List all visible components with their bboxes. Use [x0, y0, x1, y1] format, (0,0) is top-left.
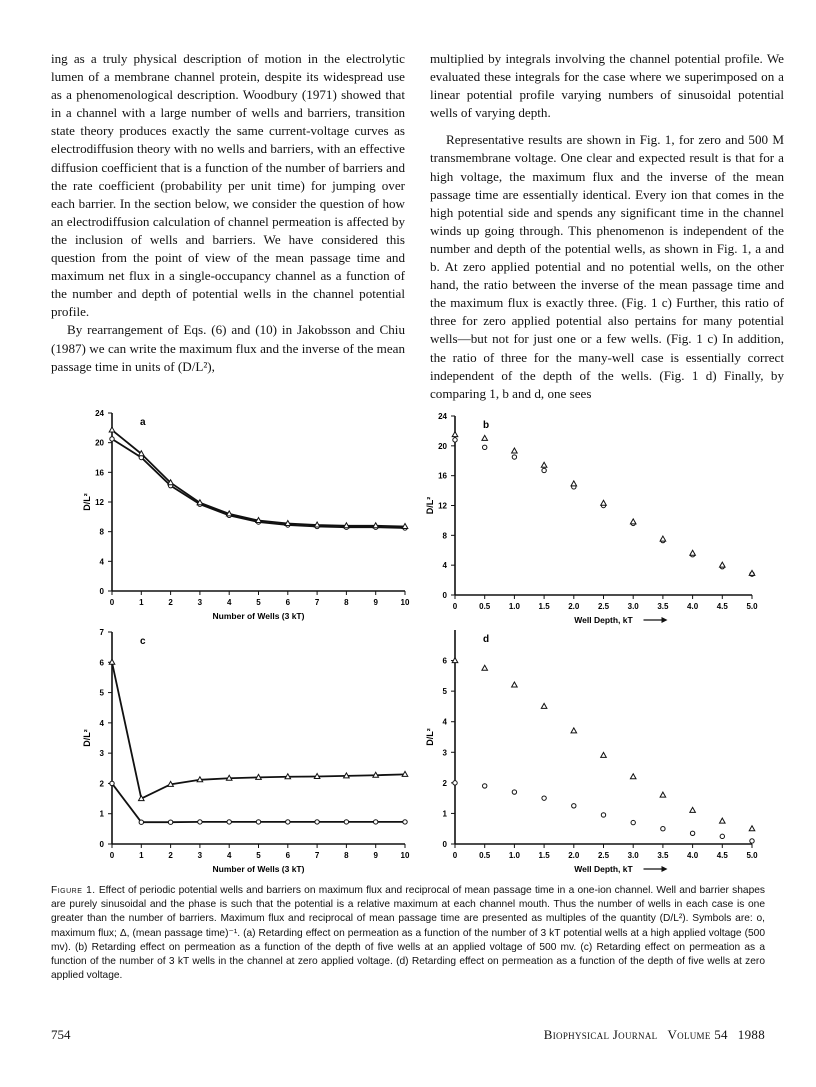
- x-tick-label: 6: [285, 851, 291, 860]
- x-tick-label: 5.0: [746, 602, 758, 611]
- data-point-triangle: [226, 775, 232, 780]
- data-point-circle: [512, 455, 516, 459]
- data-point-triangle: [630, 519, 636, 524]
- journal-name: Biophysical Journal: [543, 1027, 658, 1042]
- x-tick-label: 5.0: [746, 851, 758, 860]
- x-tick-label: 3.0: [627, 602, 639, 611]
- data-point-triangle: [256, 518, 262, 523]
- data-point-triangle: [512, 448, 518, 453]
- data-point-triangle: [720, 818, 726, 823]
- data-point-circle: [542, 796, 546, 800]
- data-point-triangle: [601, 752, 607, 757]
- y-tick-label: 4: [442, 717, 447, 727]
- data-point-triangle: [482, 435, 488, 440]
- y-axis-label: D/L²: [82, 729, 92, 747]
- data-point-triangle: [630, 774, 636, 779]
- data-point-triangle: [402, 771, 408, 776]
- y-tick-label: 20: [438, 441, 447, 451]
- y-tick-label: 8: [442, 531, 447, 541]
- x-tick-label: 4.0: [687, 602, 699, 611]
- x-tick-label: 6: [285, 598, 291, 607]
- y-tick-label: 0: [99, 840, 104, 849]
- y-tick-label: 16: [95, 468, 104, 478]
- y-tick-label: 20: [95, 438, 104, 448]
- data-point-circle: [256, 820, 260, 824]
- data-point-circle: [453, 438, 457, 442]
- right-paragraph-1: multiplied by integrals involving the channel potential profile. We evaluated these integrals for the case where we superimposed on a linear potential profile varying numbers of sinusoidal potential wells of varying depth.: [430, 51, 784, 121]
- x-tick-label: 2: [168, 851, 173, 860]
- x-tick-label: 3: [197, 598, 203, 607]
- data-point-triangle: [109, 659, 115, 664]
- y-tick-label: 6: [442, 656, 447, 666]
- data-point-triangle: [168, 781, 174, 786]
- y-tick-label: 12: [95, 498, 104, 507]
- x-axis-label: Number of Wells (3 kT): [212, 611, 305, 621]
- data-point-triangle: [285, 774, 291, 779]
- data-point-circle: [512, 790, 516, 794]
- data-point-triangle: [226, 511, 232, 516]
- x-tick-label: 7: [314, 598, 320, 607]
- data-point-triangle: [373, 772, 379, 777]
- right-column: [430, 50, 784, 403]
- y-tick-label: 2: [442, 778, 447, 788]
- x-tick-label: 1.5: [538, 602, 550, 611]
- data-point-triangle: [373, 523, 379, 528]
- y-tick-label: 3: [442, 748, 447, 758]
- x-tick-label: 1: [139, 851, 144, 860]
- right-paragraph-2: Representative results are shown in Fig. 1, for zero and 500 M transmembrane voltage. One clear and expected result is that for a high voltage, the maximum flux and the inverse of the mean passage time are essentially identical. Every ion that comes in the high potential side and spends any significant time in the channel winds up going through. This phenomenon is independent of the number and depth of the potential wells, as shown in Fig. 1, a and b. At zero applied potential and no potential wells, on the other hand, the ratio between the inverse of the mean passage time and the maximum flux is exactly three. (Fig. 1 c) Further, this ratio of three for zero applied potential also pertains for many potential wells—but not for just one or a few wells. (Fig. 1 c) In addition, the ratio of three for the many-well case is essentially correct independent of the depth of the wells. (Fig. 1 d) Finally, by comparing 1, b and d, one sees: [430, 132, 784, 401]
- x-tick-label: 3.0: [627, 851, 639, 860]
- x-tick-label: 1.0: [508, 602, 520, 611]
- data-point-triangle: [344, 773, 350, 778]
- x-axis-label: Number of Wells (3 kT): [212, 864, 305, 874]
- data-point-circle: [601, 813, 605, 817]
- caption-lead: Figure 1.: [51, 885, 96, 896]
- data-point-triangle: [749, 826, 755, 831]
- data-point-circle: [483, 784, 487, 788]
- x-axis-label: Well Depth, kT: [574, 864, 633, 874]
- x-axis-arrow-head: [662, 866, 668, 872]
- page-number: 754: [51, 1027, 71, 1042]
- x-tick-label: 0: [109, 598, 115, 607]
- x-tick-label: 3.5: [657, 602, 669, 611]
- data-point-triangle: [314, 522, 320, 527]
- x-tick-label: 8: [344, 598, 349, 607]
- x-axis-arrow-head: [662, 617, 668, 623]
- data-point-triangle: [660, 792, 666, 797]
- data-point-circle: [374, 820, 378, 824]
- panel-c: [82, 628, 410, 874]
- data-point-circle: [483, 445, 487, 449]
- x-tick-label: 9: [373, 598, 378, 607]
- x-tick-label: 1: [139, 598, 144, 607]
- x-tick-label: 2.5: [597, 851, 610, 860]
- data-point-circle: [572, 804, 576, 808]
- data-point-triangle: [541, 703, 547, 708]
- panel-b: [425, 412, 758, 625]
- y-tick-label: 3: [99, 749, 104, 759]
- y-axis-label: D/L²: [82, 493, 92, 511]
- data-point-triangle: [482, 665, 488, 670]
- panel-label: a: [140, 417, 146, 428]
- x-tick-label: 0: [452, 602, 458, 611]
- data-point-triangle: [314, 773, 320, 778]
- series-line: [112, 430, 405, 526]
- data-point-circle: [286, 820, 290, 824]
- journal-year: 1988: [737, 1027, 765, 1042]
- y-tick-label: 0: [442, 840, 447, 849]
- panel-label: d: [483, 634, 490, 645]
- data-point-triangle: [690, 807, 696, 812]
- data-point-triangle: [402, 523, 408, 528]
- data-point-circle: [542, 468, 546, 472]
- page-footer: [51, 1027, 765, 1045]
- x-tick-label: 0: [109, 851, 115, 860]
- x-tick-label: 9: [373, 851, 378, 860]
- data-point-triangle: [256, 774, 262, 779]
- y-tick-label: 16: [438, 471, 447, 481]
- journal-info: [534, 1027, 765, 1043]
- x-tick-label: 1.0: [508, 851, 520, 860]
- x-tick-label: 2.5: [597, 602, 610, 611]
- data-point-circle: [690, 831, 694, 835]
- y-tick-label: 24: [438, 412, 447, 421]
- x-tick-label: 4: [226, 851, 232, 860]
- y-tick-label: 1: [99, 809, 104, 819]
- x-tick-label: 10: [400, 851, 410, 860]
- left-paragraph-1: ing as a truly physical description of motion in the electrolytic lumen of a membrane channel protein, despite its widespread use as a phenomenological description. Woodbury (1971) showed that in a channel with a large number of wells and barriers, transition state theory produces exactly the same current-voltage curves as electrodiffusion theory with no wells and barriers, with an effective diffusion coefficient that is a function of the number of barriers and the rate coefficient (probability per unit time) for jumping over each barrier. In the section below, we consider the question of how an electrodiffusion calculation of channel permeation is affected by the inclusion of wells and barriers. We have considered this question from the point of view of the mean passage time and maximum net flux in a single-occupancy channel as a function of the number and depth of potential wells in the channel potential profile.: [51, 51, 405, 320]
- x-tick-label: 1.5: [538, 851, 550, 860]
- data-point-triangle: [452, 658, 458, 663]
- data-point-circle: [227, 820, 231, 824]
- data-point-triangle: [690, 550, 696, 555]
- x-tick-label: 4.0: [687, 851, 699, 860]
- y-tick-label: 4: [442, 561, 447, 571]
- data-point-triangle: [452, 432, 458, 437]
- y-tick-label: 24: [95, 409, 104, 418]
- y-tick-label: 8: [99, 527, 104, 537]
- y-tick-label: 4: [99, 718, 104, 728]
- x-axis-label: Well Depth, kT: [574, 615, 633, 625]
- y-axis-label: D/L²: [425, 496, 435, 515]
- data-point-triangle: [285, 521, 291, 526]
- x-tick-label: 7: [314, 851, 320, 860]
- x-tick-label: 0.5: [479, 851, 491, 860]
- data-point-triangle: [512, 682, 518, 687]
- caption-body: Effect of periodic potential wells and barriers on maximum flux and reciprocal of mean passage time in a one-ion channel. Well and barrier shapes are purely sinusoidal and the phase is such that the potential is a relative maximum at each channel mouth. Thus the number of wells in each case is one greater than the number of barriers. Maximum flux and reciprocal of mean passage time are presented as multiples of the quantity (D/L²). Symbols are: o, maximum flux; Δ, (mean passage time)⁻¹. (a) Retarding effect on permeation as a function of the number of 3 kT potential wells at a high applied voltage (500 mv). (b) Retarding effect on permeation as a function of the depth of five wells at an applied voltage of 500 mv. (c) Retarding effect on permeation as a function of the number of 3 kT wells in the channel at zero applied voltage. (d) Retarding effect on permeation as a function of the depth of five wells at zero applied voltage.: [51, 885, 765, 982]
- left-column: [51, 50, 405, 376]
- data-point-circle: [168, 820, 172, 824]
- x-tick-label: 4.5: [716, 851, 728, 860]
- x-tick-label: 0: [452, 851, 458, 860]
- data-point-triangle: [109, 427, 115, 432]
- data-point-circle: [720, 834, 724, 838]
- y-tick-label: 5: [442, 687, 447, 697]
- data-point-circle: [139, 820, 143, 824]
- data-point-triangle: [571, 728, 577, 733]
- data-point-triangle: [139, 796, 145, 801]
- data-point-triangle: [197, 777, 203, 782]
- x-tick-label: 5: [256, 851, 261, 860]
- figure-caption: [51, 884, 765, 983]
- data-point-triangle: [601, 500, 607, 505]
- x-tick-label: 0.5: [479, 602, 491, 611]
- panel-d: [425, 630, 758, 874]
- y-tick-label: 4: [99, 557, 104, 567]
- left-paragraph-2: By rearrangement of Eqs. (6) and (10) in Jakobsson and Chiu (1987) we can write the maximum flux and the inverse of the mean passage time in units of (D/L²),: [51, 322, 405, 374]
- data-point-circle: [110, 437, 114, 441]
- data-point-triangle: [749, 570, 755, 575]
- data-point-circle: [315, 820, 319, 824]
- data-point-triangle: [720, 562, 726, 567]
- y-tick-label: 0: [99, 587, 104, 596]
- y-tick-label: 12: [438, 501, 447, 511]
- figure-1: [0, 380, 816, 880]
- y-axis-label: D/L²: [425, 728, 435, 746]
- x-tick-label: 4: [226, 598, 232, 607]
- x-tick-label: 3: [197, 851, 203, 860]
- y-tick-label: 5: [99, 688, 104, 698]
- x-tick-label: 2: [168, 598, 173, 607]
- series-line: [112, 439, 405, 528]
- x-tick-label: 3.5: [657, 851, 669, 860]
- panel-a: [82, 409, 410, 621]
- y-tick-label: 0: [442, 591, 447, 600]
- panel-label: b: [483, 420, 490, 431]
- panel-label: c: [140, 636, 146, 647]
- y-tick-label: 1: [442, 809, 447, 819]
- data-point-circle: [631, 820, 635, 824]
- x-tick-label: 8: [344, 851, 349, 860]
- x-tick-label: 10: [400, 598, 410, 607]
- data-point-circle: [661, 827, 665, 831]
- data-point-circle: [750, 839, 754, 843]
- data-point-triangle: [571, 481, 577, 486]
- journal-volume: Volume 54: [667, 1027, 728, 1042]
- series-line: [112, 783, 405, 822]
- data-point-circle: [198, 820, 202, 824]
- data-point-triangle: [541, 462, 547, 467]
- x-tick-label: 2.0: [568, 602, 580, 611]
- x-tick-label: 2.0: [568, 851, 580, 860]
- data-point-triangle: [660, 536, 666, 541]
- y-tick-label: 2: [99, 779, 104, 789]
- data-point-triangle: [344, 523, 350, 528]
- x-tick-label: 4.5: [716, 602, 728, 611]
- data-point-circle: [453, 781, 457, 785]
- data-point-circle: [403, 820, 407, 824]
- x-tick-label: 5: [256, 598, 261, 607]
- y-tick-label: 7: [99, 628, 104, 637]
- data-point-circle: [110, 781, 114, 785]
- y-tick-label: 6: [99, 658, 104, 668]
- data-point-circle: [344, 820, 348, 824]
